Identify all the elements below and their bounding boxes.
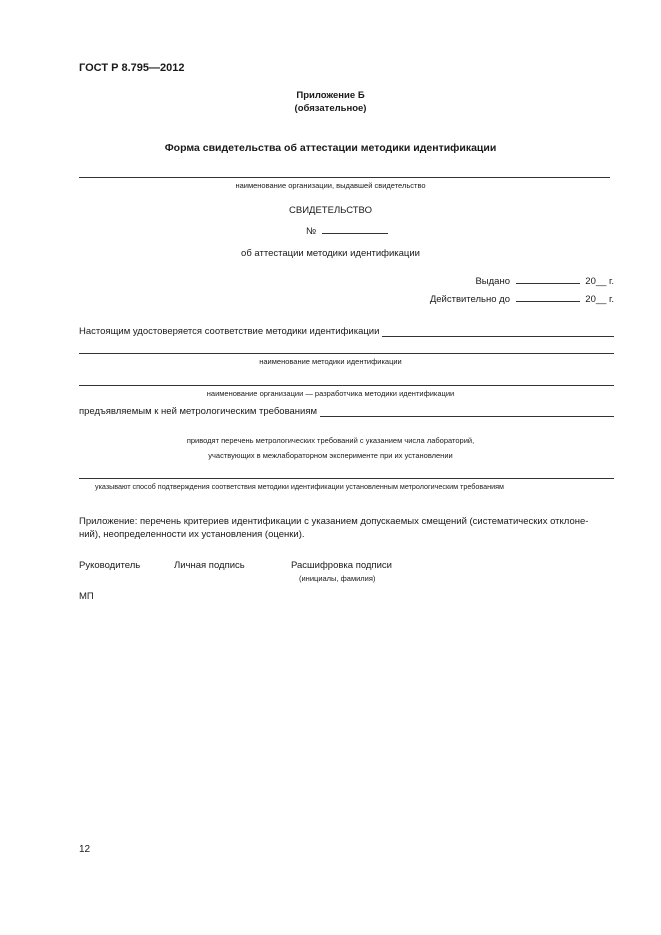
attachment-note	[79, 515, 614, 541]
number-label: №	[306, 226, 317, 237]
requirements-caption-line-2: участвующих в межлабораторном эксперименте при их установлении	[208, 451, 453, 460]
issued-label: Выдано	[475, 276, 510, 287]
valid-label: Действительно до	[429, 294, 510, 305]
signature-label: Личная подпись	[174, 560, 245, 571]
issued-date-blank	[516, 273, 580, 284]
certify-blank	[382, 326, 614, 337]
stamp-label: МП	[79, 591, 94, 602]
developer-line	[79, 385, 614, 386]
org-name-caption: наименование организации, выдавшей свидетельство	[235, 181, 426, 190]
document-code: ГОСТ Р 8.795—2012	[79, 62, 185, 74]
method-name-line	[79, 353, 614, 354]
valid-row	[430, 291, 614, 305]
attachment-line-2: ний), неопределенности их установления (оценки).	[79, 529, 305, 540]
decoding-caption: (инициалы, фамилия)	[299, 574, 376, 583]
org-name-line	[79, 177, 610, 178]
requirements-row	[79, 406, 614, 417]
issued-row	[475, 273, 614, 287]
decoding-label: Расшифровка подписи	[291, 560, 392, 571]
confirmation-caption: указывают способ подтверждения соответствия методики идентификации установленным метрологическим требованиям	[95, 482, 504, 491]
certificate-number	[306, 223, 388, 237]
method-name-caption: наименование методики идентификации	[259, 357, 402, 366]
valid-year: 20__ г.	[585, 294, 614, 305]
head-label: Руководитель	[79, 560, 141, 571]
certificate-subtitle: об аттестации методики идентификации	[241, 248, 420, 259]
certificate-title: СВИДЕТЕЛЬСТВО	[289, 205, 372, 216]
page-number: 12	[79, 844, 91, 855]
requirements-blank	[320, 406, 614, 417]
form-title: Форма свидетельства об аттестации методики идентификации	[164, 142, 497, 154]
number-blank	[322, 223, 388, 234]
issued-year: 20__ г.	[585, 276, 614, 287]
attachment-line-1: Приложение: перечень критериев идентификации с указанием допускаемых смещений (систематических отклоне-	[79, 516, 589, 527]
certify-text: Настоящим удостоверяется соответствие методики идентификации	[79, 326, 380, 337]
requirements-caption-line-1: приводят перечень метрологических требований с указанием числа лабораторий,	[186, 436, 475, 445]
valid-date-blank	[516, 291, 580, 302]
certify-row	[79, 326, 614, 337]
appendix-title: Приложение Б	[296, 90, 365, 101]
confirmation-line	[79, 478, 614, 479]
developer-caption: наименование организации — разработчика методики идентификации	[206, 389, 455, 398]
appendix-status: (обязательное)	[294, 103, 367, 114]
requirements-text: предъявляемым к ней метрологическим требованиям	[79, 406, 318, 417]
